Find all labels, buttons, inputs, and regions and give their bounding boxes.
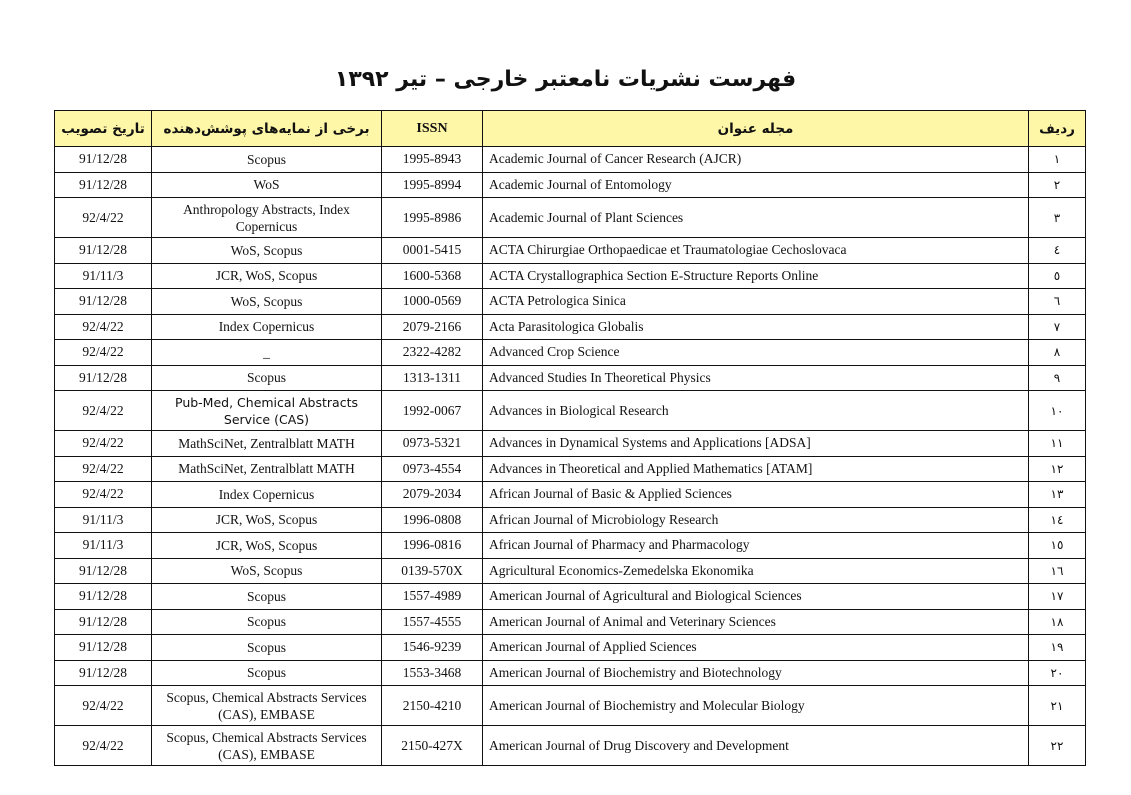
table-row: [55, 558, 1086, 584]
approval-date-cell: 91/12/28: [55, 238, 152, 264]
row-number-cell: ۱۸: [1029, 609, 1086, 635]
issn-cell: 1995-8994: [382, 172, 483, 198]
approval-date-cell: 91/12/28: [55, 635, 152, 661]
indexes-cell: WoS, Scopus: [152, 238, 382, 264]
indexes-cell: Scopus: [152, 635, 382, 661]
journal-title-cell: Advances in Theoretical and Applied Mathematics [ATAM]: [483, 456, 1029, 482]
indexes-cell: MathSciNet, Zentralblatt MATH: [152, 431, 382, 457]
issn-cell: 1000-0569: [382, 289, 483, 315]
journal-title-cell: American Journal of Applied Sciences: [483, 635, 1029, 661]
header-approval-date: تاریخ تصویب: [55, 111, 152, 147]
table-row: [55, 584, 1086, 610]
table-row: [55, 660, 1086, 686]
indexes-cell: JCR, WoS, Scopus: [152, 263, 382, 289]
table-row: [55, 147, 1086, 173]
approval-date-cell: 92/4/22: [55, 456, 152, 482]
issn-cell: 1553-3468: [382, 660, 483, 686]
row-number-cell: ۱: [1029, 147, 1086, 173]
indexes-cell: MathSciNet, Zentralblatt MATH: [152, 456, 382, 482]
indexes-cell: WoS, Scopus: [152, 289, 382, 315]
issn-cell: 2150-427X: [382, 726, 483, 766]
row-number-cell: ۱۳: [1029, 482, 1086, 508]
header-row-number: ردیف: [1029, 111, 1086, 147]
row-number-cell: ۱۰: [1029, 391, 1086, 431]
journal-title-cell: Advances in Biological Research: [483, 391, 1029, 431]
issn-cell: 2079-2166: [382, 314, 483, 340]
table-row: [55, 365, 1086, 391]
header-journal-title: مجله عنوان: [483, 111, 1029, 147]
indexes-cell: Pub-Med, Chemical Abstracts Service (CAS): [152, 391, 382, 431]
approval-date-cell: 92/4/22: [55, 482, 152, 508]
journal-title-cell: ACTA Crystallographica Section E-Structure Reports Online: [483, 263, 1029, 289]
journal-title-cell: Advanced Studies In Theoretical Physics: [483, 365, 1029, 391]
journal-title-cell: Academic Journal of Cancer Research (AJCR): [483, 147, 1029, 173]
approval-date-cell: 91/12/28: [55, 584, 152, 610]
journal-title-cell: ACTA Chirurgiae Orthopaedicae et Traumatologiae Cechoslovaca: [483, 238, 1029, 264]
indexes-cell: Index Copernicus: [152, 314, 382, 340]
indexes-cell: Scopus: [152, 609, 382, 635]
table-row: [55, 198, 1086, 238]
table-row: [55, 533, 1086, 559]
indexes-cell: Scopus: [152, 660, 382, 686]
row-number-cell: ۲۲: [1029, 726, 1086, 766]
table-row: [55, 263, 1086, 289]
journal-title-cell: American Journal of Agricultural and Biological Sciences: [483, 584, 1029, 610]
table-body: [55, 147, 1086, 766]
journal-title-cell: American Journal of Drug Discovery and Development: [483, 726, 1029, 766]
issn-cell: 2079-2034: [382, 482, 483, 508]
indexes-cell: Scopus: [152, 365, 382, 391]
table-row: [55, 340, 1086, 366]
approval-date-cell: 91/12/28: [55, 289, 152, 315]
row-number-cell: ٥: [1029, 263, 1086, 289]
row-number-cell: ۸: [1029, 340, 1086, 366]
journal-title-cell: Agricultural Economics-Zemedelska Ekonomika: [483, 558, 1029, 584]
issn-cell: 1557-4555: [382, 609, 483, 635]
indexes-cell: Scopus: [152, 584, 382, 610]
table-row: [55, 482, 1086, 508]
issn-cell: 1600-5368: [382, 263, 483, 289]
table-row: [55, 289, 1086, 315]
header-issn: ISSN: [382, 111, 483, 147]
approval-date-cell: 91/12/28: [55, 172, 152, 198]
journal-title-cell: Academic Journal of Plant Sciences: [483, 198, 1029, 238]
row-number-cell: ۲: [1029, 172, 1086, 198]
approval-date-cell: 91/12/28: [55, 147, 152, 173]
issn-cell: 1546-9239: [382, 635, 483, 661]
issn-cell: 1995-8943: [382, 147, 483, 173]
approval-date-cell: 91/12/28: [55, 609, 152, 635]
approval-date-cell: 92/4/22: [55, 198, 152, 238]
approval-date-cell: 92/4/22: [55, 431, 152, 457]
table-row: [55, 507, 1086, 533]
indexes-cell: Anthropology Abstracts, Index Copernicus: [152, 198, 382, 238]
issn-cell: 1557-4989: [382, 584, 483, 610]
table-row: [55, 686, 1086, 726]
issn-cell: 1996-0808: [382, 507, 483, 533]
row-number-cell: ۱٥: [1029, 533, 1086, 559]
table-row: [55, 456, 1086, 482]
issn-cell: 2322-4282: [382, 340, 483, 366]
row-number-cell: ۷: [1029, 314, 1086, 340]
approval-date-cell: 91/11/3: [55, 533, 152, 559]
table-row: [55, 238, 1086, 264]
indexes-cell: WoS, Scopus: [152, 558, 382, 584]
issn-cell: 1996-0816: [382, 533, 483, 559]
indexes-cell: Scopus, Chemical Abstracts Services (CAS), EMBASE: [152, 726, 382, 766]
journal-title-cell: American Journal of Biochemistry and Molecular Biology: [483, 686, 1029, 726]
approval-date-cell: 91/12/28: [55, 558, 152, 584]
approval-date-cell: 91/12/28: [55, 365, 152, 391]
journal-title-cell: African Journal of Basic & Applied Sciences: [483, 482, 1029, 508]
issn-cell: 0001-5415: [382, 238, 483, 264]
issn-cell: 0973-4554: [382, 456, 483, 482]
row-number-cell: ۱٤: [1029, 507, 1086, 533]
issn-cell: 2150-4210: [382, 686, 483, 726]
indexes-cell: Scopus, Chemical Abstracts Services (CAS), EMBASE: [152, 686, 382, 726]
approval-date-cell: 92/4/22: [55, 391, 152, 431]
journal-title-cell: African Journal of Microbiology Research: [483, 507, 1029, 533]
row-number-cell: ۹: [1029, 365, 1086, 391]
table-row: [55, 609, 1086, 635]
journal-title-cell: Academic Journal of Entomology: [483, 172, 1029, 198]
journal-title-cell: Acta Parasitologica Globalis: [483, 314, 1029, 340]
table-row: [55, 172, 1086, 198]
journal-title-cell: Advances in Dynamical Systems and Applications [ADSA]: [483, 431, 1029, 457]
issn-cell: 0139-570X: [382, 558, 483, 584]
page-title: فهرست نشریات نامعتبر خارجی – تیر ۱۳۹۲: [334, 67, 797, 92]
approval-date-cell: 91/12/28: [55, 660, 152, 686]
journal-title-cell: American Journal of Animal and Veterinary Sciences: [483, 609, 1029, 635]
header-row: [55, 111, 1086, 147]
approval-date-cell: 91/11/3: [55, 507, 152, 533]
approval-date-cell: 92/4/22: [55, 314, 152, 340]
row-number-cell: ۳: [1029, 198, 1086, 238]
journal-title-cell: American Journal of Biochemistry and Biotechnology: [483, 660, 1029, 686]
journal-title-cell: ACTA Petrologica Sinica: [483, 289, 1029, 315]
issn-cell: 1995-8986: [382, 198, 483, 238]
row-number-cell: ۱٦: [1029, 558, 1086, 584]
indexes-cell: _: [152, 340, 382, 366]
issn-cell: 0973-5321: [382, 431, 483, 457]
approval-date-cell: 92/4/22: [55, 726, 152, 766]
row-number-cell: ۲۱: [1029, 686, 1086, 726]
row-number-cell: ۱۱: [1029, 431, 1086, 457]
journals-table: [54, 110, 1086, 766]
indexes-cell: JCR, WoS, Scopus: [152, 507, 382, 533]
issn-cell: 1992-0067: [382, 391, 483, 431]
row-number-cell: ۱۲: [1029, 456, 1086, 482]
row-number-cell: ٤: [1029, 238, 1086, 264]
indexes-cell: Index Copernicus: [152, 482, 382, 508]
journal-title-cell: Advanced Crop Science: [483, 340, 1029, 366]
row-number-cell: ٦: [1029, 289, 1086, 315]
indexes-cell: JCR, WoS, Scopus: [152, 533, 382, 559]
table-row: [55, 726, 1086, 766]
approval-date-cell: 91/11/3: [55, 263, 152, 289]
header-indexes: برخی از نمایه‌های پوشش‌دهنده: [152, 111, 382, 147]
table-row: [55, 431, 1086, 457]
row-number-cell: ۱۷: [1029, 584, 1086, 610]
table-row: [55, 635, 1086, 661]
row-number-cell: ۲۰: [1029, 660, 1086, 686]
indexes-cell: WoS: [152, 172, 382, 198]
journal-title-cell: African Journal of Pharmacy and Pharmacology: [483, 533, 1029, 559]
indexes-cell: Scopus: [152, 147, 382, 173]
issn-cell: 1313-1311: [382, 365, 483, 391]
table-row: [55, 314, 1086, 340]
approval-date-cell: 92/4/22: [55, 340, 152, 366]
approval-date-cell: 92/4/22: [55, 686, 152, 726]
row-number-cell: ۱۹: [1029, 635, 1086, 661]
table-row: [55, 391, 1086, 431]
